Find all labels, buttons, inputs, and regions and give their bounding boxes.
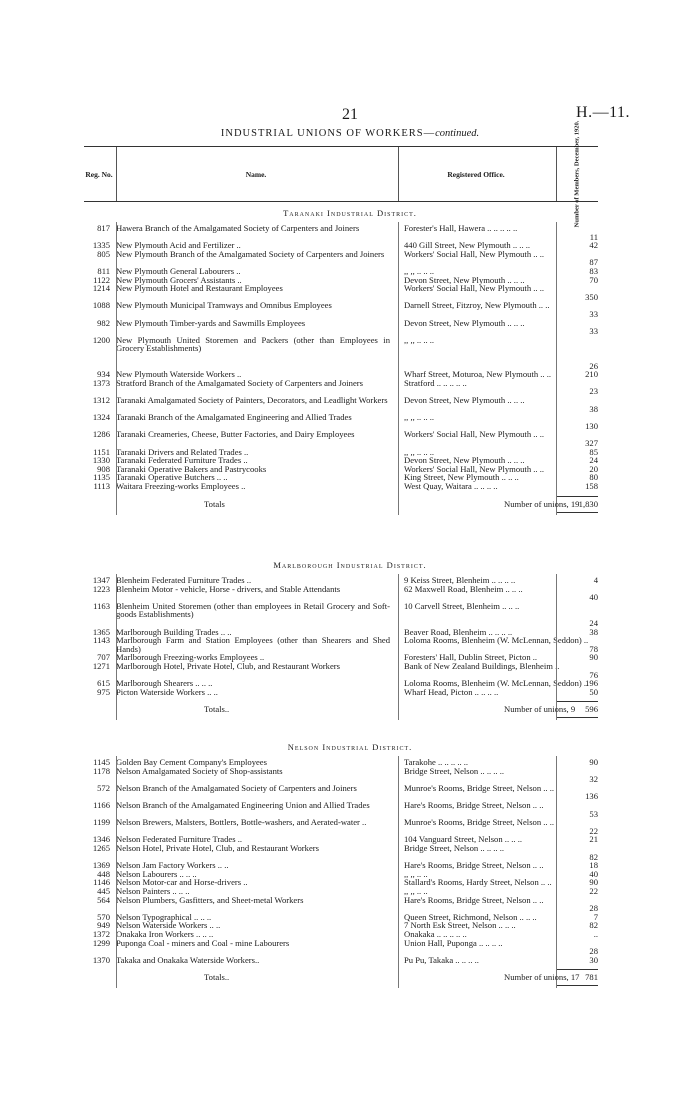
- union-name: New Plymouth Waterside Workers ..: [116, 369, 242, 380]
- reg-no: 1369: [92, 860, 110, 871]
- reg-no: 934: [97, 369, 110, 380]
- totals-rule: [557, 701, 598, 718]
- member-count: 158: [585, 481, 598, 491]
- union-name: New Plymouth Grocers' Assistants ..: [116, 274, 242, 285]
- member-count: 26: [589, 360, 598, 371]
- registered-office: Beaver Road, Blenheim .. .. .. ..: [404, 626, 513, 637]
- reg-no: 1151: [93, 446, 110, 457]
- registered-office: Pu Pu, Takaka .. .. .. ..: [404, 954, 479, 965]
- reg-no: 949: [97, 920, 110, 931]
- table-row: [84, 301, 598, 318]
- reg-no: 1088: [92, 300, 110, 311]
- table-row: [84, 482, 598, 491]
- header-members: [556, 120, 598, 228]
- registered-office: Hare's Rooms, Bridge Street, Nelson .. ..: [404, 800, 544, 810]
- totals-value: 596: [585, 704, 598, 715]
- reg-no: 1335: [92, 240, 110, 251]
- union-name: Golden Bay Cement Company's Employees: [116, 757, 267, 767]
- member-count: ..: [593, 929, 598, 939]
- reg-no: 1365: [92, 626, 110, 637]
- reg-no: 1312: [92, 395, 110, 405]
- header-reg-no: Reg. No.: [85, 169, 113, 179]
- reg-no: 1135: [93, 472, 110, 483]
- unions-count: Number of unions, 17: [504, 972, 580, 983]
- member-count: 82: [589, 920, 598, 931]
- member-count: 22: [589, 825, 598, 836]
- union-name: Taranaki Amalgamated Society of Painters, Decorators, and Leadlight Workers: [116, 395, 388, 405]
- member-count: 30: [589, 954, 598, 965]
- table-row: [84, 688, 598, 697]
- header-name: Name.: [245, 169, 267, 179]
- table-row: [84, 379, 598, 396]
- registered-office: Hare's Rooms, Bridge Street, Nelson .. ..: [404, 894, 544, 905]
- union-name: Taranaki Operative Butchers .. ..: [116, 472, 228, 483]
- table-row: [84, 636, 598, 653]
- union-name: Nelson Painters .. .. ..: [116, 886, 190, 896]
- table-row: [84, 662, 598, 679]
- member-count: 130: [585, 420, 598, 431]
- registered-office: 62 Maxwell Road, Blenheim .. .. ..: [404, 583, 523, 594]
- column-rule: [398, 222, 399, 515]
- member-count: 24: [589, 617, 598, 628]
- registered-office: Stallard's Rooms, Hardy Street, Nelson .. ..: [404, 877, 552, 888]
- member-count: 28: [589, 946, 598, 957]
- registered-office: Bridge Street, Nelson .. .. .. ..: [404, 765, 505, 776]
- table-row: [84, 956, 598, 965]
- table-row: [84, 602, 598, 628]
- reg-no: 1347: [92, 575, 110, 585]
- registered-office: Stratford .. .. .. .. ..: [404, 377, 467, 388]
- union-name: New Plymouth Timber-yards and Sawmills Employees: [116, 317, 306, 328]
- column-rule: [556, 574, 557, 720]
- member-count: 23: [589, 386, 598, 397]
- registered-office: Darnell Street, Fitzroy, New Plymouth .. ..: [404, 300, 550, 311]
- column-rule: [116, 574, 117, 720]
- reg-no: 1346: [92, 834, 110, 845]
- registered-office: Loloma Rooms, Blenheim (W. McLennan, Seddon) ..: [404, 635, 589, 646]
- totals-row: [84, 704, 598, 716]
- reg-no: 1178: [93, 765, 110, 776]
- registered-office: ,, ,, .. ..: [404, 886, 428, 896]
- table-row: [84, 284, 598, 301]
- union-name: Nelson Labourers .. .. ..: [116, 868, 197, 879]
- table-row: [84, 396, 598, 413]
- union-name: New Plymouth United Storemen and Packers (other than Employees in Grocery Establishments): [116, 334, 390, 354]
- registered-office: 440 Gill Street, New Plymouth .. .. ..: [404, 240, 531, 251]
- member-count: 38: [589, 626, 598, 637]
- member-count: 11: [589, 231, 598, 242]
- registered-office: West Quay, Waitara .. .. .. ..: [404, 481, 498, 491]
- union-name: Nelson Plumbers, Gasfitters, and Sheet-metal Workers: [116, 894, 304, 905]
- union-name: Nelson Waterside Workers .. ..: [116, 920, 221, 931]
- member-count: 90: [589, 757, 598, 767]
- table-row: [84, 844, 598, 861]
- registered-office: Onakaka .. .. .. .. ..: [404, 929, 467, 939]
- registered-office: Munroe's Rooms, Bridge Street, Nelson .. ..: [404, 817, 555, 828]
- registered-office: Bank of New Zealand Buildings, Blenheim ..: [404, 661, 560, 671]
- totals-rule: [557, 496, 598, 513]
- totals-value: 781: [585, 972, 598, 983]
- reg-no: 1271: [92, 661, 110, 671]
- member-count: 196: [585, 678, 598, 689]
- union-name: Stratford Branch of the Amalgamated Society of Carpenters and Joiners: [116, 377, 363, 388]
- registered-office: ,, ,, .. .. ..: [404, 266, 435, 276]
- reg-no: 1223: [92, 583, 110, 594]
- union-name: New Plymouth Municipal Tramways and Omnibus Employees: [116, 300, 332, 311]
- registered-office: ,, ,, .. .. ..: [404, 446, 435, 457]
- registered-office: Queen Street, Richmond, Nelson .. .. ..: [404, 911, 537, 922]
- member-count: 136: [585, 791, 598, 802]
- table-row: [84, 939, 598, 956]
- table-row: [84, 784, 598, 801]
- reg-no: 1199: [93, 817, 110, 828]
- member-count: 50: [589, 686, 598, 697]
- member-count: 42: [589, 240, 598, 251]
- union-name: Taranaki Creameries, Cheese, Butter Factories, and Dairy Employees: [116, 429, 355, 440]
- table-row: [84, 818, 598, 835]
- union-name: Picton Waterside Workers .. ..: [116, 686, 218, 697]
- union-name: Nelson Motor-car and Horse-drivers ..: [116, 877, 248, 888]
- member-count: 24: [589, 455, 598, 466]
- reg-no: 1370: [92, 954, 110, 965]
- table-row: [84, 896, 598, 913]
- reg-no: 805: [97, 248, 110, 259]
- column-rule: [116, 222, 117, 515]
- registered-office: Munroe's Rooms, Bridge Street, Nelson .. ..: [404, 782, 555, 793]
- registered-office: Workers' Social Hall, New Plymouth .. ..: [404, 283, 545, 294]
- section-heading: Marlborough Industrial District.: [273, 560, 427, 570]
- reg-no: 448: [97, 868, 110, 879]
- member-count: 87: [589, 257, 598, 268]
- member-count: 80: [589, 472, 598, 483]
- member-count: 33: [589, 326, 598, 337]
- reg-no: 982: [97, 317, 110, 328]
- reg-no: 1265: [92, 843, 110, 853]
- registered-office: Wharf Head, Picton .. .. .. ..: [404, 686, 499, 697]
- member-count: 90: [589, 652, 598, 663]
- registered-office: ,, ,, .. .. ..: [404, 412, 435, 423]
- union-name: New Plymouth General Labourers ..: [116, 266, 241, 276]
- union-name: Blenheim Federated Furniture Trades ..: [116, 575, 252, 585]
- registered-office: Workers' Social Hall, New Plymouth .. ..: [404, 429, 545, 440]
- union-name: Taranaki Operative Bakers and Pastrycooks: [116, 463, 267, 474]
- registered-office: Foresters' Hall, Dublin Street, Picton ..: [404, 652, 538, 663]
- reg-no: 1143: [93, 635, 110, 646]
- union-name: Nelson Brewers, Malsters, Bottlers, Bottle-washers, and Aerated-water ..: [116, 817, 367, 828]
- reg-no: 1200: [92, 334, 110, 345]
- table-row: [84, 801, 598, 818]
- reg-no: 1373: [92, 377, 110, 388]
- registered-office: 9 Keiss Street, Blenheim .. .. .. ..: [404, 575, 516, 585]
- union-name: Nelson Branch of the Amalgamated Engineering Union and Allied Trades: [116, 800, 370, 810]
- section-heading: Nelson Industrial District.: [287, 742, 413, 752]
- member-count: 76: [589, 669, 598, 680]
- column-rule: [556, 756, 557, 988]
- title-main: INDUSTRIAL UNIONS OF WORKERS—: [220, 128, 436, 139]
- member-count: 20: [589, 463, 598, 474]
- reg-no: 811: [97, 266, 110, 276]
- table-row: [84, 585, 598, 602]
- registered-office: Union Hall, Puponga .. .. .. ..: [404, 937, 503, 948]
- member-count: 78: [589, 643, 598, 654]
- member-count: 85: [589, 446, 598, 457]
- union-name: New Plymouth Hotel and Restaurant Employees: [116, 283, 283, 294]
- column-rule: [398, 574, 399, 720]
- member-count: 4: [593, 575, 598, 585]
- member-count: 33: [589, 308, 598, 319]
- table-row: [84, 224, 598, 241]
- registered-office: Workers' Social Hall, New Plymouth .. ..: [404, 248, 545, 259]
- member-count: 82: [589, 851, 598, 862]
- reg-no: 707: [97, 652, 110, 663]
- page-reference: H.—11.: [576, 104, 630, 121]
- union-name: New Plymouth Branch of the Amalgamated Society of Carpenters and Joiners: [116, 248, 385, 259]
- unions-count: Number of unions, 9: [504, 704, 576, 715]
- reg-no: 1324: [92, 412, 110, 423]
- member-count: 83: [589, 266, 598, 276]
- totals-rule: [557, 969, 598, 986]
- registered-office: 104 Vanguard Street, Nelson .. .. ..: [404, 834, 522, 845]
- member-count: 38: [589, 403, 598, 414]
- registered-office: ,, ,, .. .. ..: [404, 334, 435, 345]
- union-name: Puponga Coal - miners and Coal - mine Labourers: [116, 937, 290, 948]
- union-name: Nelson Amalgamated Society of Shop-assistants: [116, 765, 283, 776]
- page-number: 21: [342, 106, 358, 123]
- column-rule: [116, 756, 117, 988]
- reg-no: 1166: [93, 800, 110, 810]
- union-name: Marlborough Shearers .. .. ..: [116, 678, 213, 689]
- registered-office: Wharf Street, Moturoa, New Plymouth .. ..: [404, 369, 552, 380]
- reg-no: 1122: [93, 274, 110, 285]
- reg-no: 1163: [93, 600, 110, 611]
- union-name: Marlborough Building Trades .. ..: [116, 626, 232, 637]
- member-count: 7: [593, 911, 598, 922]
- union-name: Nelson Branch of the Amalgamated Society of Carpenters and Joiners: [116, 782, 357, 793]
- table-row: [84, 430, 598, 447]
- member-count: 350: [585, 291, 598, 302]
- reg-no: 1286: [92, 429, 110, 440]
- member-count: 28: [589, 903, 598, 914]
- reg-no: 817: [97, 223, 110, 233]
- registered-office: Devon Street, New Plymouth .. .. ..: [404, 317, 525, 328]
- union-name: Hawera Branch of the Amalgamated Society of Carpenters and Joiners: [116, 223, 360, 233]
- registered-office: Devon Street, New Plymouth .. .. ..: [404, 274, 525, 285]
- totals-label: Totals..: [204, 972, 230, 983]
- member-count: 210: [585, 369, 598, 380]
- union-name: Marlborough Hotel, Private Hotel, Club, and Restaurant Workers: [116, 661, 340, 671]
- registered-office: Loloma Rooms, Blenheim (W. McLennan, Seddon) ..: [404, 678, 589, 689]
- totals-row: [84, 972, 598, 984]
- header-registered-office: Registered Office.: [447, 169, 505, 179]
- registered-office: Hare's Rooms, Bridge Street, Nelson .. ..: [404, 860, 544, 871]
- section-heading: Taranaki Industrial District.: [283, 208, 417, 218]
- header-members-label: Number of Members, December, 1920.: [573, 120, 581, 228]
- registered-office: Bridge Street, Nelson .. .. .. ..: [404, 843, 505, 853]
- reg-no: 564: [97, 894, 110, 905]
- column-rule: [398, 756, 399, 988]
- member-count: 40: [589, 592, 598, 603]
- member-count: 21: [589, 834, 598, 845]
- registered-office: Devon Street, New Plymouth .. .. ..: [404, 455, 525, 466]
- member-count: 53: [589, 808, 598, 819]
- union-name: Taranaki Branch of the Amalgamated Engineering and Allied Trades: [116, 412, 352, 423]
- union-name: Taranaki Drivers and Related Trades ..: [116, 446, 249, 457]
- table-row: [84, 319, 598, 336]
- member-count: 327: [585, 437, 598, 448]
- registered-office: Workers' Social Hall, New Plymouth .. ..: [404, 463, 545, 474]
- unions-count: Number of unions, 19: [504, 498, 580, 509]
- reg-no: 1372: [92, 929, 110, 939]
- registered-office: Forester's Hall, Hawera .. .. .. .. ..: [404, 223, 518, 233]
- reg-no: 1113: [93, 481, 110, 491]
- reg-no: 615: [97, 678, 110, 689]
- column-rule: [556, 222, 557, 515]
- union-name: Waitara Freezing-works Employees ..: [116, 481, 246, 491]
- reg-no: 445: [97, 886, 110, 896]
- totals-label: Totals..: [204, 704, 230, 715]
- member-count: 22: [589, 886, 598, 896]
- union-name: Blenheim United Storemen (other than employees in Retail Grocery and Soft-goods Establishments): [116, 600, 390, 620]
- reg-no: 1145: [93, 757, 110, 767]
- member-count: 70: [589, 274, 598, 285]
- member-count: 18: [589, 860, 598, 871]
- registered-office: ,, ,, .. ..: [404, 868, 428, 879]
- totals-value: 1,830: [578, 498, 598, 509]
- union-name: Nelson Jam Factory Workers .. ..: [116, 860, 229, 871]
- reg-no: 570: [97, 911, 110, 922]
- union-name: Nelson Typographical .. .. ..: [116, 911, 212, 922]
- union-name: New Plymouth Acid and Fertilizer ..: [116, 240, 241, 251]
- reg-no: 1214: [92, 283, 110, 294]
- registered-office: King Street, New Plymouth .. .. ..: [404, 472, 519, 483]
- union-name: Blenheim Motor - vehicle, Horse - drivers, and Stable Attendants: [116, 583, 341, 594]
- union-name: Marlborough Farm and Station Employees (other than Shearers and Shed Hands): [116, 635, 390, 654]
- table-row: [84, 413, 598, 430]
- union-name: Marlborough Freezing-works Employees ..: [116, 652, 265, 663]
- table-row: [84, 336, 598, 370]
- member-count: 90: [589, 877, 598, 888]
- reg-no: 572: [97, 782, 110, 793]
- reg-no: 1146: [93, 877, 110, 888]
- reg-no: 908: [97, 463, 110, 474]
- union-name: Onakaka Iron Workers .. .. ..: [116, 929, 214, 939]
- registered-office: 7 North Esk Street, Nelson .. .. ..: [404, 920, 516, 931]
- reg-no: 1299: [92, 937, 110, 948]
- member-count: 32: [589, 774, 598, 785]
- reg-no: 1330: [92, 455, 110, 466]
- page-title: [0, 128, 700, 139]
- union-name: Nelson Federated Furniture Trades ..: [116, 834, 243, 845]
- table-row: [84, 767, 598, 784]
- member-count: 40: [589, 868, 598, 879]
- union-name: Takaka and Onakaka Waterside Workers..: [116, 954, 260, 965]
- table-row: [84, 250, 598, 267]
- totals-row: [84, 499, 598, 511]
- registered-office: Tarakohe .. .. .. .. ..: [404, 757, 469, 767]
- reg-no: 975: [97, 686, 110, 697]
- union-name: Taranaki Federated Furniture Trades ..: [116, 455, 248, 466]
- union-name: Nelson Hotel, Private Hotel, Club, and Restaurant Workers: [116, 843, 319, 853]
- registered-office: 10 Carvell Street, Blenheim .. .. ..: [404, 600, 520, 611]
- registered-office: Devon Street, New Plymouth .. .. ..: [404, 395, 525, 405]
- title-continued: continued.: [435, 128, 480, 139]
- totals-label: Totals: [204, 498, 225, 509]
